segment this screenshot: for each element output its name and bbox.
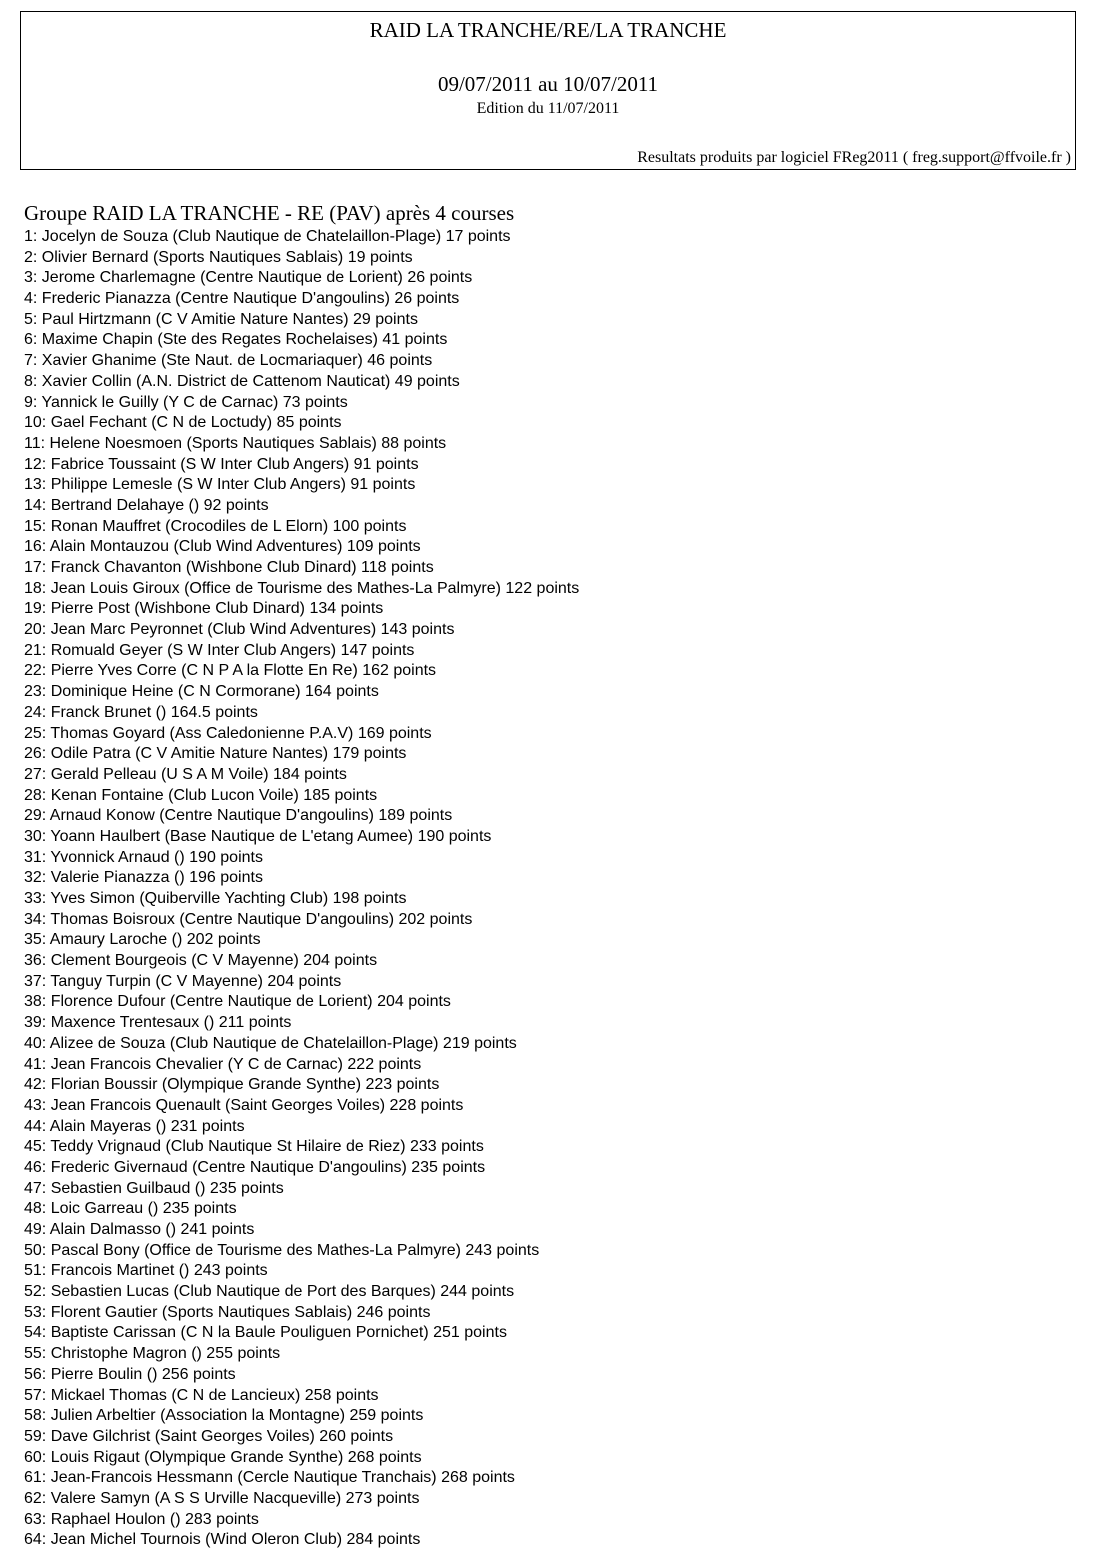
result-row: 57: Mickael Thomas (C N de Lancieux) 258 points [24, 1386, 379, 1404]
result-row: 52: Sebastien Lucas (Club Nautique de Port des Barques) 244 points [24, 1283, 515, 1301]
result-row: 61: Jean-Francois Hessmann (Cercle Nautique Tranchais) 268 points [24, 1469, 515, 1487]
result-row: 1: Jocelyn de Souza (Club Nautique de Chatelaillon-Plage) 17 points [24, 228, 511, 245]
result-row: 50: Pascal Bony (Office de Tourisme des Mathes-La Palmyre) 243 points [24, 1241, 540, 1259]
result-row: 24: Franck Brunet () 164.5 points [24, 703, 258, 721]
result-row: 19: Pierre Post (Wishbone Club Dinard) 134 points [24, 600, 384, 618]
result-row: 54: Baptiste Carissan (C N la Baule Pouliguen Pornichet) 251 points [24, 1324, 507, 1342]
software-credits: Resultats produits par logiciel FReg2011 ( freg.support@ffvoile.fr ) [637, 149, 1071, 166]
result-row: 58: Julien Arbeltier (Association la Montagne) 259 points [24, 1407, 424, 1425]
result-row: 34: Thomas Boisroux (Centre Nautique D'angoulins) 202 points [24, 910, 473, 928]
result-row: 10: Gael Fechant (C N de Loctudy) 85 points [24, 414, 342, 432]
result-row: 43: Jean Francois Quenault (Saint Georges Voiles) 228 points [24, 1096, 464, 1114]
group-title: Groupe RAID LA TRANCHE - RE (PAV) après 4 courses [24, 201, 515, 225]
result-row: 22: Pierre Yves Corre (C N P A la Flotte En Re) 162 points [24, 662, 437, 680]
result-row: 14: Bertrand Delahaye () 92 points [24, 496, 269, 514]
result-row: 59: Dave Gilchrist (Saint Georges Voiles) 260 points [24, 1427, 394, 1445]
edition-date: Edition du 11/07/2011 [476, 100, 620, 117]
result-row: 44: Alain Mayeras () 231 points [24, 1117, 245, 1135]
result-row: 20: Jean Marc Peyronnet (Club Wind Adventures) 143 points [24, 621, 455, 639]
result-row: 56: Pierre Boulin () 256 points [24, 1365, 236, 1383]
result-row: 39: Maxence Trentesaux () 211 points [24, 1014, 292, 1032]
result-row: 46: Frederic Givernaud (Centre Nautique D'angoulins) 235 points [24, 1158, 486, 1176]
result-row: 36: Clement Bourgeois (C V Mayenne) 204 points [24, 952, 378, 970]
result-row: 49: Alain Dalmasso () 241 points [24, 1221, 255, 1238]
result-row: 3: Jerome Charlemagne (Centre Nautique de Lorient) 26 points [24, 269, 473, 287]
result-row: 60: Louis Rigaut (Olympique Grande Synthe) 268 points [24, 1448, 422, 1466]
result-row: 16: Alain Montauzou (Club Wind Adventures) 109 points [24, 538, 421, 556]
results-list [24, 227, 579, 1551]
result-row: 15: Ronan Mauffret (Crocodiles de L Elorn) 100 points [24, 517, 407, 535]
result-row: 48: Loic Garreau () 235 points [24, 1200, 237, 1218]
result-row: 17: Franck Chavanton (Wishbone Club Dinard) 118 points [24, 559, 434, 576]
result-row: 30: Yoann Haulbert (Base Nautique de L'etang Aumee) 190 points [24, 827, 492, 845]
result-row: 21: Romuald Geyer (S W Inter Club Angers) 147 points [24, 641, 415, 659]
result-row: 8: Xavier Collin (A.N. District de Cattenom Nauticat) 49 points [24, 372, 460, 390]
result-row: 11: Helene Noesmoen (Sports Nautiques Sablais) 88 points [24, 434, 447, 452]
result-row: 4: Frederic Pianazza (Centre Nautique D'angoulins) 26 points [24, 290, 460, 308]
result-row: 18: Jean Louis Giroux (Office de Tourisme des Mathes-La Palmyre) 122 points [24, 579, 580, 597]
result-row: 6: Maxime Chapin (Ste des Regates Rochelaises) 41 points [24, 331, 448, 349]
result-row: 53: Florent Gautier (Sports Nautiques Sablais) 246 points [24, 1303, 431, 1321]
result-row: 27: Gerald Pelleau (U S A M Voile) 184 points [24, 765, 347, 783]
result-row: 55: Christophe Magron () 255 points [24, 1345, 281, 1363]
result-row: 47: Sebastien Guilbaud () 235 points [24, 1179, 284, 1197]
result-row: 7: Xavier Ghanime (Ste Naut. de Locmariaquer) 46 points [24, 352, 433, 370]
result-row: 31: Yvonnick Arnaud () 190 points [24, 848, 263, 866]
result-row: 41: Jean Francois Chevalier (Y C de Carnac) 222 points [24, 1055, 422, 1073]
result-row: 51: Francois Martinet () 243 points [24, 1262, 268, 1280]
result-row: 45: Teddy Vrignaud (Club Nautique St Hilaire de Riez) 233 points [24, 1138, 484, 1156]
result-row: 28: Kenan Fontaine (Club Lucon Voile) 185 points [24, 786, 378, 804]
result-row: 33: Yves Simon (Quiberville Yachting Club) 198 points [24, 890, 407, 907]
result-row: 13: Philippe Lemesle (S W Inter Club Angers) 91 points [24, 476, 416, 494]
result-row: 9: Yannick le Guilly (Y C de Carnac) 73 points [24, 393, 348, 411]
result-row: 38: Florence Dufour (Centre Nautique de Lorient) 204 points [24, 993, 451, 1011]
result-row: 35: Amaury Laroche () 202 points [24, 931, 261, 949]
regatta-title: RAID LA TRANCHE/RE/LA TRANCHE [369, 18, 727, 42]
report-header [20, 11, 1076, 170]
result-row: 32: Valerie Pianazza () 196 points [24, 869, 263, 887]
result-row: 2: Olivier Bernard (Sports Nautiques Sablais) 19 points [24, 248, 413, 266]
result-row: 37: Tanguy Turpin (C V Mayenne) 204 points [24, 972, 342, 990]
result-row: 40: Alizee de Souza (Club Nautique de Chatelaillon-Plage) 219 points [24, 1034, 517, 1052]
result-row: 64: Jean Michel Tournois (Wind Oleron Club) 284 points [24, 1531, 421, 1549]
result-row: 42: Florian Boussir (Olympique Grande Synthe) 223 points [24, 1076, 440, 1094]
result-row: 23: Dominique Heine (C N Cormorane) 164 points [24, 683, 379, 701]
result-row: 25: Thomas Goyard (Ass Caledonienne P.A.V) 169 points [24, 724, 432, 742]
result-row: 26: Odile Patra (C V Amitie Nature Nantes) 179 points [24, 745, 407, 763]
result-row: 5: Paul Hirtzmann (C V Amitie Nature Nantes) 29 points [24, 310, 418, 328]
regatta-dates: 09/07/2011 au 10/07/2011 [437, 72, 659, 96]
result-row: 63: Raphael Houlon () 283 points [24, 1510, 259, 1528]
result-row: 12: Fabrice Toussaint (S W Inter Club Angers) 91 points [24, 455, 419, 473]
result-row: 62: Valere Samyn (A S S Urville Nacqueville) 273 points [24, 1489, 420, 1507]
result-row: 29: Arnaud Konow (Centre Nautique D'angoulins) 189 points [24, 807, 453, 825]
